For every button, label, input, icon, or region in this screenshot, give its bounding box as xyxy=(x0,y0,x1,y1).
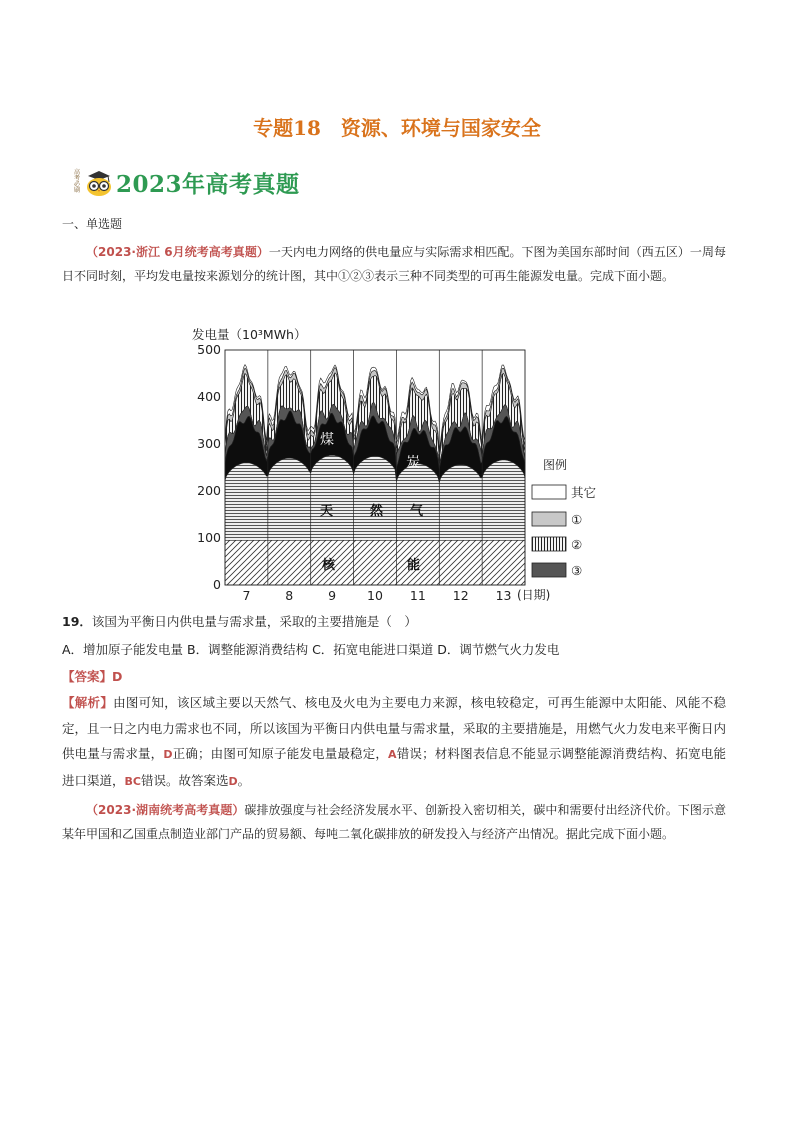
analysis-tag: 【解析】 xyxy=(62,695,114,710)
legend-title: 图例 xyxy=(543,458,568,472)
legend-swatch-1 xyxy=(532,512,566,526)
area-label-gas-3: 气 xyxy=(410,504,424,519)
analysis-paragraph xyxy=(62,690,726,794)
electricity-chart xyxy=(180,320,620,610)
section-heading xyxy=(74,166,300,198)
analysis-hl-1: D xyxy=(163,748,173,761)
intro-text-2: 碳排放强度与社会经济发展水平、创新投入密切相关，碳中和需要付出经济代价。下图示意某年甲国和乙国重点制造业部门产品的贸易额、每吨二氧化碳排放的研发投入与经济产出情况。据此完成下面小题。 xyxy=(62,803,726,841)
y-tick-label: 500 xyxy=(197,342,221,357)
x-tick-label: 8 xyxy=(285,588,294,603)
legend xyxy=(532,457,596,578)
analysis-text-3: 错误；材料图表信息不能显示调整能源消费结构、拓宽电能进口渠道， xyxy=(62,746,726,788)
y-tick-label: 100 xyxy=(197,530,221,545)
y-tick-label: 0 xyxy=(213,577,221,592)
chart-svg xyxy=(180,320,620,610)
question-19 xyxy=(62,612,417,630)
x-tick-label: 11 xyxy=(409,588,426,603)
source-label: （2023·浙江 6月统考高考真题） xyxy=(86,245,269,259)
page-title: 专题18 资源、环境与国家安全 xyxy=(253,116,541,140)
y-tick-label: 200 xyxy=(197,483,221,498)
x-tick-label: 12 xyxy=(452,588,469,603)
question-type: 一、单选题 xyxy=(62,217,123,231)
x-tick-label: 9 xyxy=(328,588,337,603)
area-label-gas-1: 天 xyxy=(320,504,334,519)
area-label-nuclear-2: 能 xyxy=(407,558,421,573)
intro-text: 一天内电力网络的供电量应与实际需求相匹配。下图为美国东部时间（西五区）一周每日不同时刻，平均发电量按来源划分的统计图，其中①②③表示三种不同类型的可再生能源发电量。完成下面小题。 xyxy=(62,245,726,283)
y-tick-label: 300 xyxy=(197,436,221,451)
answer-line xyxy=(62,667,122,685)
legend-label-other: 其它 xyxy=(571,485,597,500)
owl-mascot-icon xyxy=(84,167,114,197)
intro-paragraph-1 xyxy=(62,240,726,288)
question-number: 19． xyxy=(62,614,92,629)
area-label-nuclear-1: 核 xyxy=(322,558,336,573)
area-nuclear xyxy=(225,540,525,585)
legend-label-1: ① xyxy=(571,512,583,527)
question-19-options: A．增加原子能发电量 B．调整能源消费结构 C．拓宽电能进口渠道 D．调节燃气火力发电 xyxy=(62,642,560,657)
analysis-hl-3: BC xyxy=(124,774,141,788)
x-tick-label: 7 xyxy=(242,588,251,603)
analysis-hl-2: A xyxy=(388,748,397,761)
area-label-coal-2: 炭 xyxy=(406,455,420,471)
area-layers xyxy=(225,365,525,585)
analysis-text-4: 错误。故答案选 xyxy=(140,772,229,788)
source-label-2: （2023·湖南统考高考真题） xyxy=(86,803,245,817)
answer-tag: 【答案】 xyxy=(62,669,113,684)
y-ticks xyxy=(197,342,221,592)
analysis-text-2: 正确；由图可知原子能发电量最稳定， xyxy=(172,746,389,761)
legend-swatch-2 xyxy=(532,537,566,551)
x-ticks xyxy=(242,588,511,603)
question-stem: 该国为平衡日内供电量与需求量，采取的主要措施是（ ） xyxy=(91,614,417,629)
intro-paragraph-2 xyxy=(62,798,726,846)
x-tick-label: 10 xyxy=(367,588,383,603)
legend-swatch-other xyxy=(532,485,566,499)
y-axis-label: 发电量（10³MWh） xyxy=(192,327,307,342)
section-title: 2023年高考真题 xyxy=(116,170,300,198)
x-tick-label: 13 xyxy=(495,588,512,603)
answer-value: D xyxy=(112,669,123,684)
y-tick-label: 400 xyxy=(197,389,221,404)
analysis-text-1: 由图可知，该区域主要以天然气、核电及火电为主要电力来源，核电较稳定，可再生能源中太阳能、风能不稳定，且一日之内电力需求也不同，所以该国为平衡日内供电量与需求量，采取的主要措施是，用燃气火力发电来平衡日内供电量与需求量， xyxy=(62,695,726,761)
legend-swatch-3 xyxy=(532,563,566,577)
area-label-gas-2: 然 xyxy=(370,504,384,519)
analysis-text-5: 。 xyxy=(237,772,251,788)
x-axis-label: (日期) xyxy=(517,588,551,602)
area-label-coal-1: 煤 xyxy=(320,432,334,448)
analysis-hl-4: D xyxy=(228,774,238,788)
legend-label-3: ③ xyxy=(571,563,583,578)
vertical-label: 高考必刷 xyxy=(74,169,81,194)
legend-label-2: ② xyxy=(571,537,583,552)
